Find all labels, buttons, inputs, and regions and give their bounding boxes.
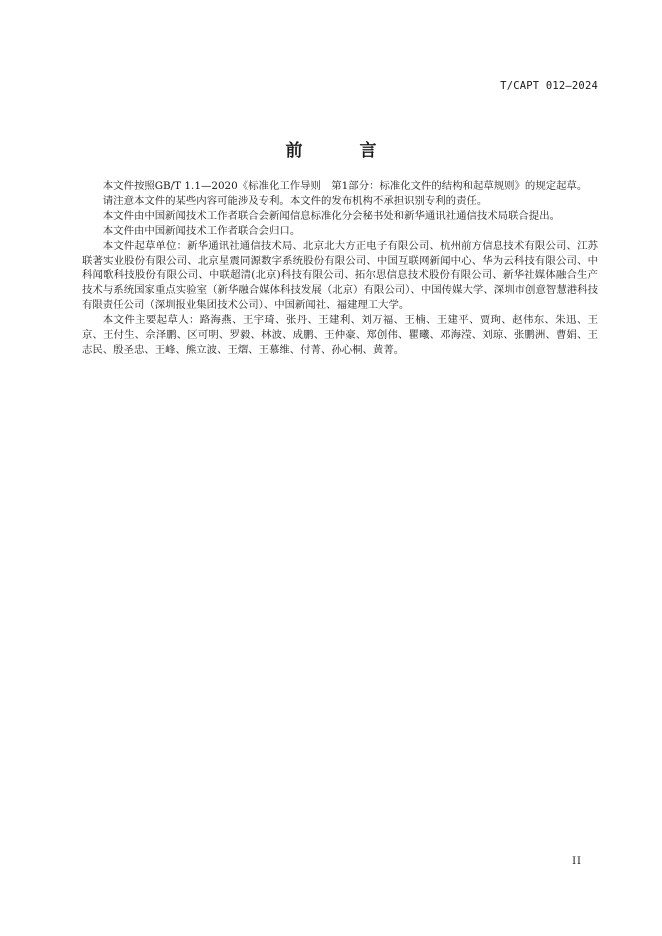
paragraph-main-drafters: 本文件主要起草人：路海燕、王宇琦、张丹、王建利、刘万福、王楠、王建平、贾珣、赵伟东、朱迅、王京、王付生、佘泽鹏、区可明、罗毅、林波、成鹏、王仲豪、郑创伟、瞿曦、邓海滢、刘琼、张鹏洲、曹娟、王志民、殷圣忠、王峰、熊立波、王熠、王慕维、付菁、孙心桐、黄菁。 [82, 314, 598, 356]
preface-body [82, 179, 598, 358]
paragraph-drafting-rules: 本文件按照GB/T 1.1—2020《标准化工作导则 第1部分：标准化文件的结构和起草规则》的规定起草。 [102, 180, 588, 192]
paragraph-patent-notice: 请注意本文件的某些内容可能涉及专利。本文件的发布机构不承担识别专利的责任。 [102, 194, 488, 207]
paragraph-centralized-unit: 本文件由中国新闻技术工作者联合会归口。 [102, 224, 301, 237]
paragraph-proposer: 本文件由中国新闻技术工作者联合会新闻信息标准化分会秘书处和新华通讯社通信技术局联合提出。 [102, 209, 560, 222]
page-number: II [572, 856, 582, 867]
page-title: 前 言 [285, 141, 397, 161]
paragraph-drafting-units: 本文件起草单位：新华通讯社通信技术局、北京北大方正电子有限公司、杭州前方信息技术有限公司、江苏联著实业股份有限公司、北京星震同源数字系统股份有限公司、中国互联网新闻中心、华为云科技有限公司、中科闻歌科技股份有限公司、中联超清(北京)科技有限公司、拓尔思信息技术股份有限公司、新华社媒体融合生产技术与系统国家重点实验室（新华融合媒体科技发展（北京）有限公司）、中国传媒大学、深圳市创意智慧港科技有限责任公司（深圳报业集团技术公司）、中国新闻社、福建理工大学。 [82, 239, 598, 312]
document-code: T/CAPT 012—2024 [500, 80, 598, 92]
